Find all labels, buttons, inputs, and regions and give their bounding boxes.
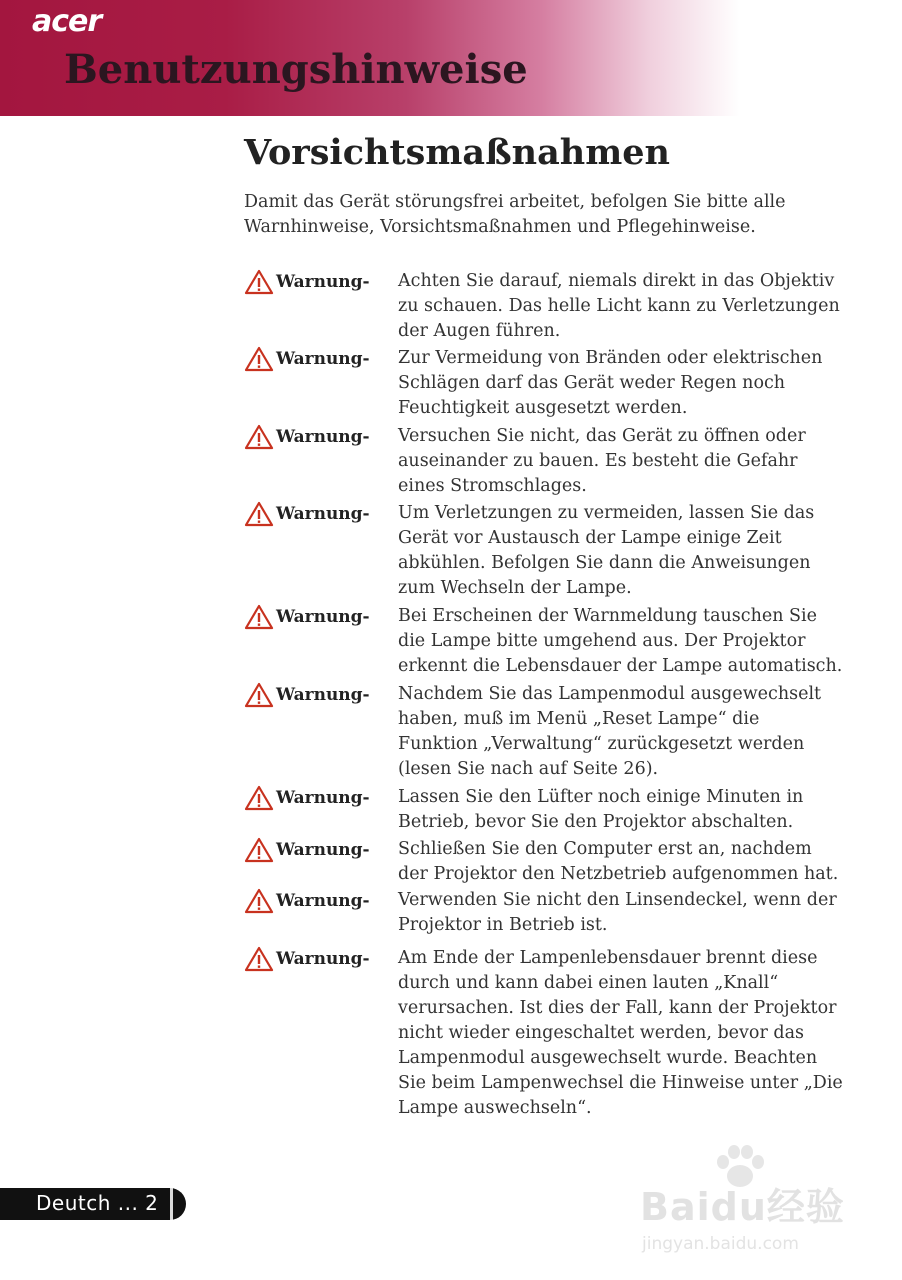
- header-banner: [0, 0, 902, 116]
- warning-text: Lassen Sie den Lüfter noch einige Minuten in Betrieb, bevor Sie den Projektor abschalten.: [398, 787, 804, 832]
- warning-label: [244, 501, 370, 527]
- warning-label: [244, 682, 370, 708]
- watermark: [640, 1140, 870, 1280]
- warning-label: [244, 269, 370, 295]
- acer-logo: acer: [32, 4, 102, 39]
- warning-label-text: Warnung-: [276, 272, 370, 292]
- warning-text: Um Verletzungen zu vermeiden, lassen Sie das Gerät vor Austausch der Lampe einige Zeit abkühlen. Befolgen Sie dann die Anweisungen zum Wechseln der Lampe.: [398, 503, 815, 598]
- warning-label: [244, 946, 370, 972]
- warning-text: Versuchen Sie nicht, das Gerät zu öffnen oder auseinander zu bauen. Es besteht die Gefahr eines Stromschlages.: [398, 426, 806, 496]
- page-number-label: Deutch ... 2: [36, 1191, 159, 1215]
- warning-text: Bei Erscheinen der Warnmeldung tauschen Sie die Lampe bitte umgehend aus. Der Projektor erkennt die Lebensdauer der Lampe automatisch.: [398, 606, 843, 676]
- warning-triangle-icon: [244, 682, 274, 708]
- warning-triangle-icon: [244, 888, 274, 914]
- section-title: Vorsichtsmaßnahmen: [244, 132, 670, 173]
- warning-label-text: Warnung-: [276, 788, 370, 808]
- warning-label-text: Warnung-: [276, 891, 370, 911]
- warning-text: Nachdem Sie das Lampenmodul ausgewechselt haben, muß im Menü „Reset Lampe“ die Funktion „Verwaltung“ zurückgesetzt werden (lesen Sie nach auf Seite 26).: [398, 684, 822, 779]
- intro-paragraph: Damit das Gerät störungsfrei arbeitet, befolgen Sie bitte alle Warnhinweise, Vorsichtsmaßnahmen und Pflegehinweise.: [244, 192, 786, 237]
- warning-triangle-icon: [244, 501, 274, 527]
- footer-divider: [170, 1188, 173, 1220]
- warning-label: [244, 604, 370, 630]
- warning-label: [244, 346, 370, 372]
- warning-triangle-icon: [244, 785, 274, 811]
- watermark-url: jingyan.baidu.com: [642, 1234, 799, 1254]
- warning-triangle-icon: [244, 837, 274, 863]
- watermark-logo: Baidu经验: [640, 1185, 845, 1229]
- warning-label: [244, 837, 370, 863]
- warning-label-text: Warnung-: [276, 685, 370, 705]
- warning-label: [244, 888, 370, 914]
- warning-label-text: Warnung-: [276, 427, 370, 447]
- warning-triangle-icon: [244, 604, 274, 630]
- warning-triangle-icon: [244, 424, 274, 450]
- banner-title: Benutzungshinweise: [64, 46, 528, 93]
- warning-label-text: Warnung-: [276, 504, 370, 524]
- warning-text: Schließen Sie den Computer erst an, nachdem der Projektor den Netzbetrieb aufgenommen hat.: [398, 839, 839, 884]
- warning-label: [244, 424, 370, 450]
- warning-label: [244, 785, 370, 811]
- warning-triangle-icon: [244, 346, 274, 372]
- warning-label-text: Warnung-: [276, 949, 370, 969]
- warning-label-text: Warnung-: [276, 349, 370, 369]
- warning-text: Achten Sie darauf, niemals direkt in das Objektiv zu schauen. Das helle Licht kann zu Verletzungen der Augen führen.: [398, 271, 840, 341]
- warning-triangle-icon: [244, 269, 274, 295]
- warning-label-text: Warnung-: [276, 607, 370, 627]
- warning-text: Am Ende der Lampenlebensdauer brennt diese durch und kann dabei einen lauten „Knall“ verursachen. Ist dies der Fall, kann der Projektor nicht wieder eingeschaltet werden, bevor das Lampenmodul ausgewechselt wurde. Beachten Sie beim Lampenwechsel die Hinweise unter „Die Lampe auswechseln“.: [398, 948, 843, 1118]
- warning-text: Zur Vermeidung von Bränden oder elektrischen Schlägen darf das Gerät weder Regen noch Feuchtigkeit ausgesetzt werden.: [398, 348, 823, 418]
- warning-text: Verwenden Sie nicht den Linsendeckel, wenn der Projektor in Betrieb ist.: [398, 890, 837, 935]
- warning-label-text: Warnung-: [276, 840, 370, 860]
- warning-triangle-icon: [244, 946, 274, 972]
